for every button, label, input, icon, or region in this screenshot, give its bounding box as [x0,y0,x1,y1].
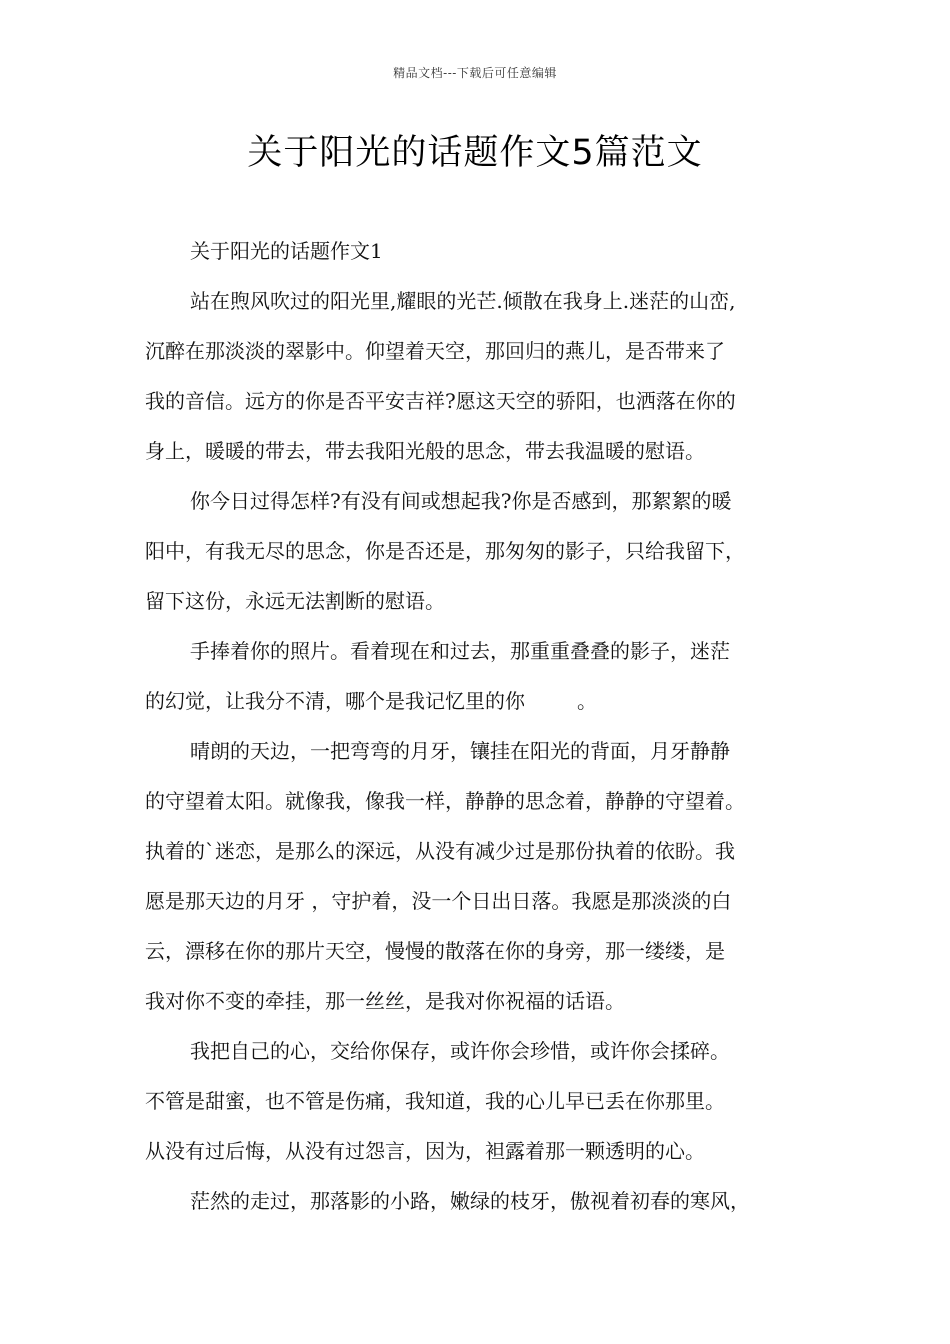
text-line: 我对你不变的牵挂，那一丝丝，是我对你祝福的话语。 [145,989,625,1013]
text-line: 云，漂移在你的那片天空，慢慢的散落在你的身旁，那一缕缕，是 [145,939,725,963]
text-line: 手捧着你的照片。看着现在和过去，那重重叠叠的影子，迷茫 [190,639,730,663]
document-title: 关于阳光的话题作文5篇范文 [247,133,703,173]
text-line: 晴朗的天边，一把弯弯的月牙，镶挂在阳光的背面，月牙静静 [190,739,730,763]
text-line: 执着的`迷恋，是那么的深远，从没有减少过是那份执着的依盼。我 [145,839,735,863]
text-line: 沉醉在那淡淡的翠影中。仰望着天空，那回归的燕儿，是否带来了 [145,339,725,363]
text-line-content: 的幻觉，让我分不清，哪个是我记忆里的你 [145,689,525,713]
essay-subheading: 关于阳光的话题作文1 [190,239,383,263]
paragraph-5 [145,1032,820,1170]
page-header: 精品文档---下载后可任意编辑 [393,66,557,80]
text-line: 阳中，有我无尽的思念，你是否还是，那匆匆的影子，只给我留下， [145,539,745,563]
paragraph-1 [145,282,820,470]
text-line: 你今日过得怎样?有没有间或想起我?你是否感到，那絮絮的暖 [190,489,732,513]
text-line: 从没有过后悔，从没有过怨言，因为，袒露着那一颗透明的心。 [145,1139,705,1163]
paragraph-6 [145,1182,820,1220]
text-line: 不管是甜蜜，也不管是伤痛，我知道，我的心儿早已丢在你那里。 [145,1089,725,1113]
document-body [145,232,820,1232]
text-line [145,682,820,720]
text-line: 我把自己的心，交给你保存，或许你会珍惜，或许你会揉碎。 [190,1039,730,1063]
paragraph-4 [145,732,820,1020]
text-line: 身上，暖暖的带去，带去我阳光般的思念，带去我温暖的慰语。 [145,439,705,463]
text-line: 茫然的走过，那落影的小路，嫩绿的枝牙，傲视着初春的寒风， [190,1189,750,1213]
paragraph-3 [145,632,820,720]
paragraph-2 [145,482,820,620]
text-line: 我的音信。远方的你是否平安吉祥?愿这天空的骄阳，也洒落在你的 [145,389,736,413]
text-line: 留下这份，永远无法割断的慰语。 [145,589,445,613]
text-line: 愿是那天边的月牙 ，守护着，没一个日出日落。我愿是那淡淡的白 [145,889,732,913]
text-line: 站在煦风吹过的阳光里,耀眼的光芒.倾散在我身上.迷茫的山峦, [190,289,736,313]
text-line: 的守望着太阳。就像我，像我一样，静静的思念着，静静的守望着。 [145,789,745,813]
trailing-punctuation: 。 [577,689,597,713]
